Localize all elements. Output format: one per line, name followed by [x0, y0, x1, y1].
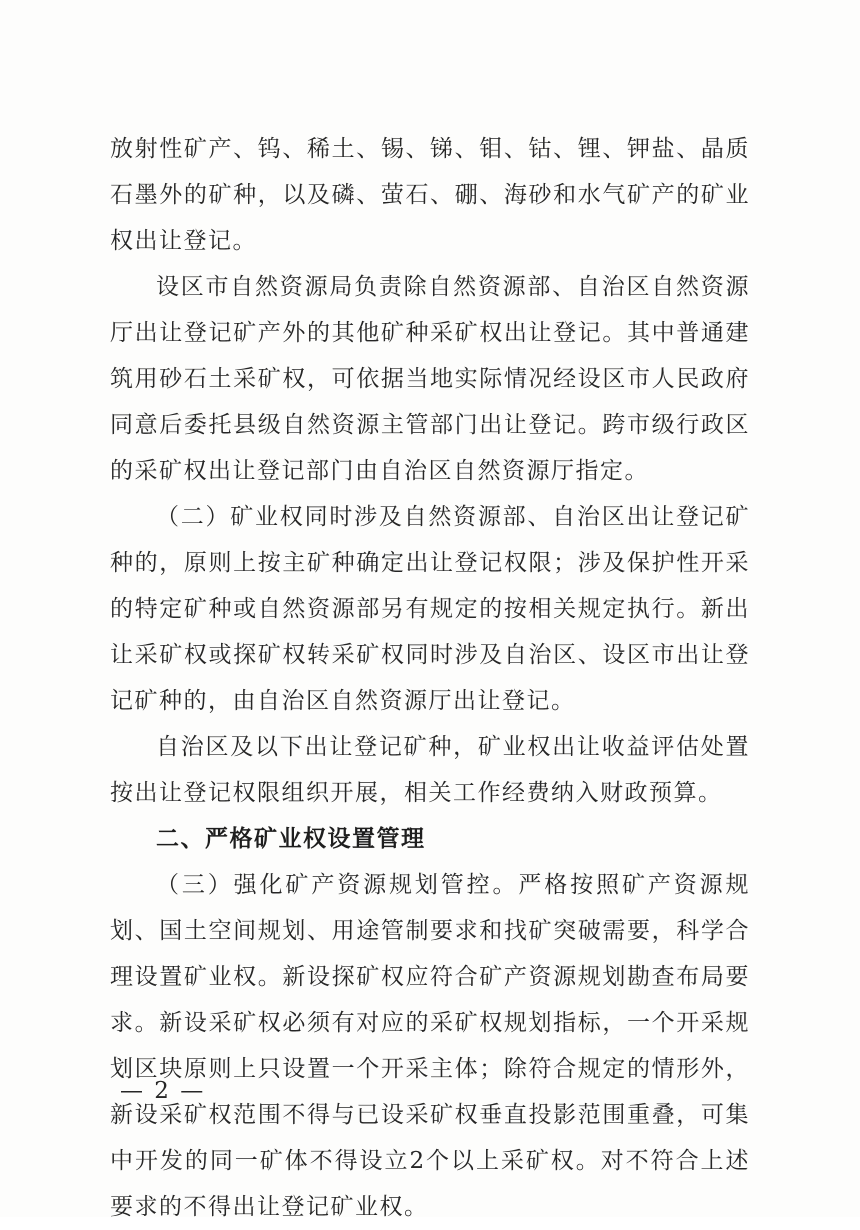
- paragraph-municipal-bureau: 设区市自然资源局负责除自然资源部、自治区自然资源厅出让登记矿产外的其他矿种采矿权出让登记。其中普通建筑用砂石土采矿权，可依据当地实际情况经设区市人民政府同意后委托县级自然资源主管部门出让登记。跨市级行政区的采矿权出让登记部门由自治区自然资源厅指定。: [110, 274, 750, 484]
- document-body: [110, 126, 750, 1230]
- paragraph-clause-2: （二）矿业权同时涉及自然资源部、自治区出让登记矿种的，原则上按主矿种确定出让登记权限；涉及保护性开采的特定矿种或自然资源部另有规定的按相关规定执行。新出让采矿权或探矿权转采矿权同时涉及自治区、设区市出让登记矿种的，由自治区自然资源厅出让登记。: [110, 504, 750, 714]
- paragraph-revenue-assessment: 自治区及以下出让登记矿种，矿业权出让收益评估处置按出让登记权限组织开展，相关工作经费纳入财政预算。: [110, 734, 750, 806]
- page-number: — 2 —: [120, 1078, 206, 1104]
- paragraph-clause-3: （三）强化矿产资源规划管控。严格按照矿产资源规划、国土空间规划、用途管制要求和找矿突破需要，科学合理设置矿业权。新设探矿权应符合矿产资源规划勘查布局要求。新设采矿权必须有对应的采矿权规划指标，一个开采规划区块原则上只设置一个开采主体；除符合规定的情形外，新设采矿权范围不得与已设采矿权垂直投影范围重叠，可集中开发的同一矿体不得设立2个以上采矿权。对不符合上述要求的不得出让登记矿业权。: [110, 872, 750, 1220]
- section-heading: 二、严格矿业权设置管理: [156, 826, 426, 852]
- paragraph-continuation: 放射性矿产、钨、稀土、锡、锑、钼、钴、锂、钾盐、晶质石墨外的矿种，以及磷、萤石、硼、海砂和水气矿产的矿业权出让登记。: [110, 136, 750, 254]
